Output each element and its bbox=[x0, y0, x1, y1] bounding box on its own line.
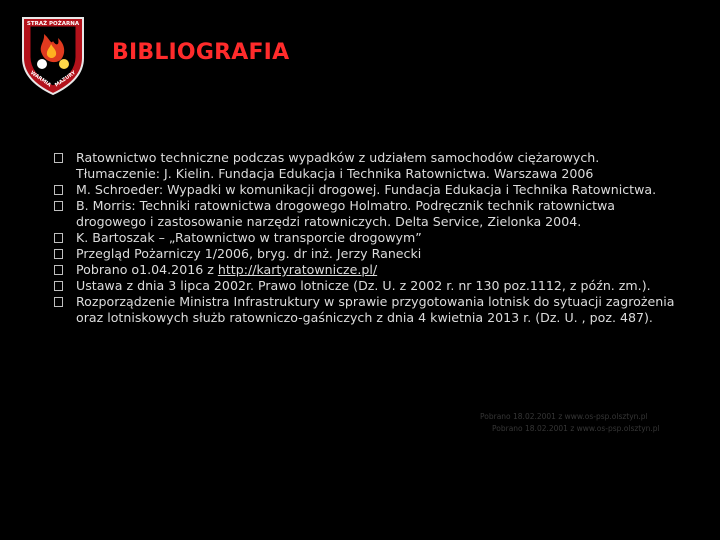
source-link[interactable]: http://kartyratownicze.pl/ bbox=[217, 262, 378, 277]
bullet-icon bbox=[54, 281, 63, 291]
watermark-text: Pobrano 18.02.2001 z www.os-psp.olsztyn.pl bbox=[480, 412, 648, 421]
bullet-icon bbox=[54, 153, 63, 163]
list-item bbox=[52, 262, 682, 278]
list-item bbox=[52, 230, 682, 246]
list-item bbox=[52, 278, 682, 294]
bullet-icon bbox=[54, 297, 63, 307]
bibliography-list bbox=[52, 150, 682, 326]
list-item-text: Ustawa z dnia 3 lipca 2002r. Prawo lotnicze (Dz. U. z 2002 r. nr 130 poz.1112, z późn. zm.). bbox=[76, 278, 651, 293]
list-item-text: M. Schroeder: Wypadki w komunikacji drogowej. Fundacja Edukacja i Technika Ratownictwa. bbox=[76, 182, 657, 197]
list-item bbox=[52, 198, 682, 230]
list-item-text: Ratownictwo techniczne podczas wypadków z udziałem samochodów ciężarowych. Tłumaczenie: J. Kielin. Fundacja Edukacja i Technika Ratownictwa. Warszawa 2006 bbox=[76, 150, 600, 181]
list-item-text: Pobrano o1.04.2016 z bbox=[76, 262, 218, 277]
list-item bbox=[52, 294, 682, 326]
slide-content bbox=[0, 110, 720, 540]
list-item bbox=[52, 150, 682, 182]
logo-left-text: WARMIA bbox=[29, 69, 53, 89]
logo-top-text: STRAŻ POŻARNA bbox=[26, 21, 80, 27]
logo-right-text: MAZURY bbox=[53, 69, 77, 89]
fire-brigade-logo bbox=[18, 14, 88, 96]
bullet-icon bbox=[54, 201, 63, 211]
list-item bbox=[52, 182, 682, 198]
bullet-icon bbox=[54, 233, 63, 243]
list-item-text: Rozporządzenie Ministra Infrastruktury w sprawie przygotowania lotnisk do sytuacji zagrożenia oraz lotniskowych służb ratowniczo-gaśniczych z dnia 4 kwietnia 2013 r. (Dz. U. , poz. 487). bbox=[76, 294, 675, 325]
list-item-text: K. Bartoszak – „Ratownictwo w transporcie drogowym” bbox=[76, 230, 422, 245]
page-title: BIBLIOGRAFIA bbox=[112, 40, 290, 65]
bullet-icon bbox=[54, 185, 63, 195]
bullet-icon bbox=[54, 265, 63, 275]
slide-header bbox=[0, 0, 720, 110]
bullet-icon bbox=[54, 249, 63, 259]
watermark-text: Pobrano 18.02.2001 z www.os-psp.olsztyn.pl bbox=[492, 424, 660, 433]
list-item-text: Przegląd Pożarniczy 1/2006, bryg. dr inż. Jerzy Ranecki bbox=[76, 246, 422, 261]
list-item bbox=[52, 246, 682, 262]
list-item-text: B. Morris: Techniki ratownictwa drogowego Holmatro. Podręcznik technik ratownictwa drogowego i zastosowanie narzędzi ratowniczych. Delta Service, Zielonka 2004. bbox=[76, 198, 616, 229]
